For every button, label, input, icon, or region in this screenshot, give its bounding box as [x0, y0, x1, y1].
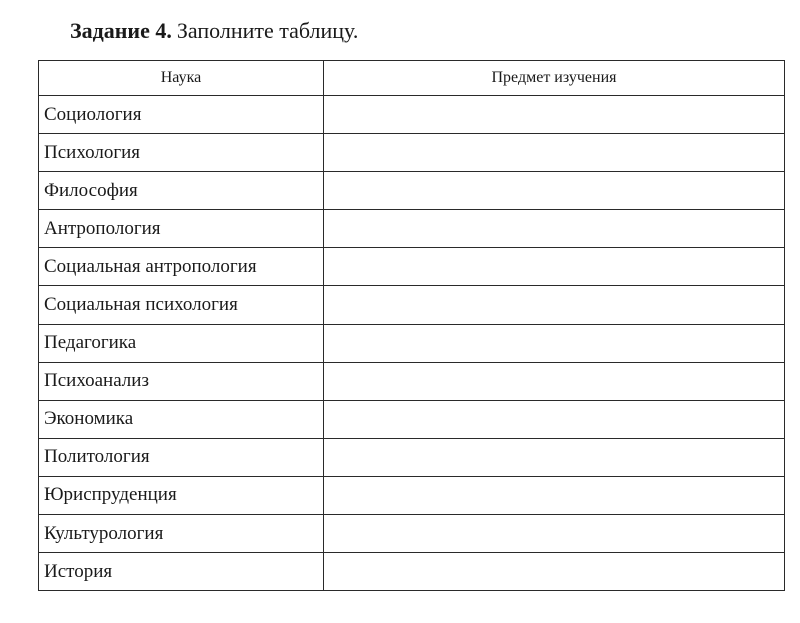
table-row [39, 134, 785, 172]
science-cell: Социальная психология [39, 286, 324, 324]
table-row [39, 400, 785, 438]
answer-cell[interactable] [324, 248, 785, 286]
science-cell: Философия [39, 172, 324, 210]
answer-cell[interactable] [324, 172, 785, 210]
answer-cell[interactable] [324, 515, 785, 553]
table-row [39, 172, 785, 210]
table-header-row [39, 61, 785, 96]
table-row [39, 248, 785, 286]
answer-cell[interactable] [324, 553, 785, 591]
header-science: Наука [39, 61, 324, 96]
task-heading [70, 16, 358, 46]
table-row [39, 515, 785, 553]
task-instruction: Заполните таблицу. [176, 18, 359, 43]
table-row [39, 553, 785, 591]
science-cell: Социальная антропология [39, 248, 324, 286]
science-cell: Социология [39, 96, 324, 134]
answer-cell[interactable] [324, 286, 785, 324]
science-cell: Психоанализ [39, 362, 324, 400]
table-row [39, 438, 785, 476]
science-cell: Педагогика [39, 324, 324, 362]
table-row [39, 96, 785, 134]
answer-cell[interactable] [324, 96, 785, 134]
science-cell: Культурология [39, 515, 324, 553]
answer-cell[interactable] [324, 476, 785, 514]
answer-cell[interactable] [324, 210, 785, 248]
science-subject-table [38, 60, 785, 591]
table-row [39, 324, 785, 362]
header-subject-of-study: Предмет изучения [324, 61, 785, 96]
science-cell: Экономика [39, 400, 324, 438]
table-row [39, 286, 785, 324]
table-row [39, 210, 785, 248]
science-cell: История [39, 553, 324, 591]
science-cell: Антропология [39, 210, 324, 248]
table-row [39, 362, 785, 400]
science-cell: Юриспруденция [39, 476, 324, 514]
answer-cell[interactable] [324, 400, 785, 438]
science-cell: Психология [39, 134, 324, 172]
answer-cell[interactable] [324, 438, 785, 476]
answer-cell[interactable] [324, 134, 785, 172]
answer-cell[interactable] [324, 324, 785, 362]
science-cell: Политология [39, 438, 324, 476]
task-number: Задание 4. [70, 18, 172, 43]
answer-cell[interactable] [324, 362, 785, 400]
table-row [39, 476, 785, 514]
